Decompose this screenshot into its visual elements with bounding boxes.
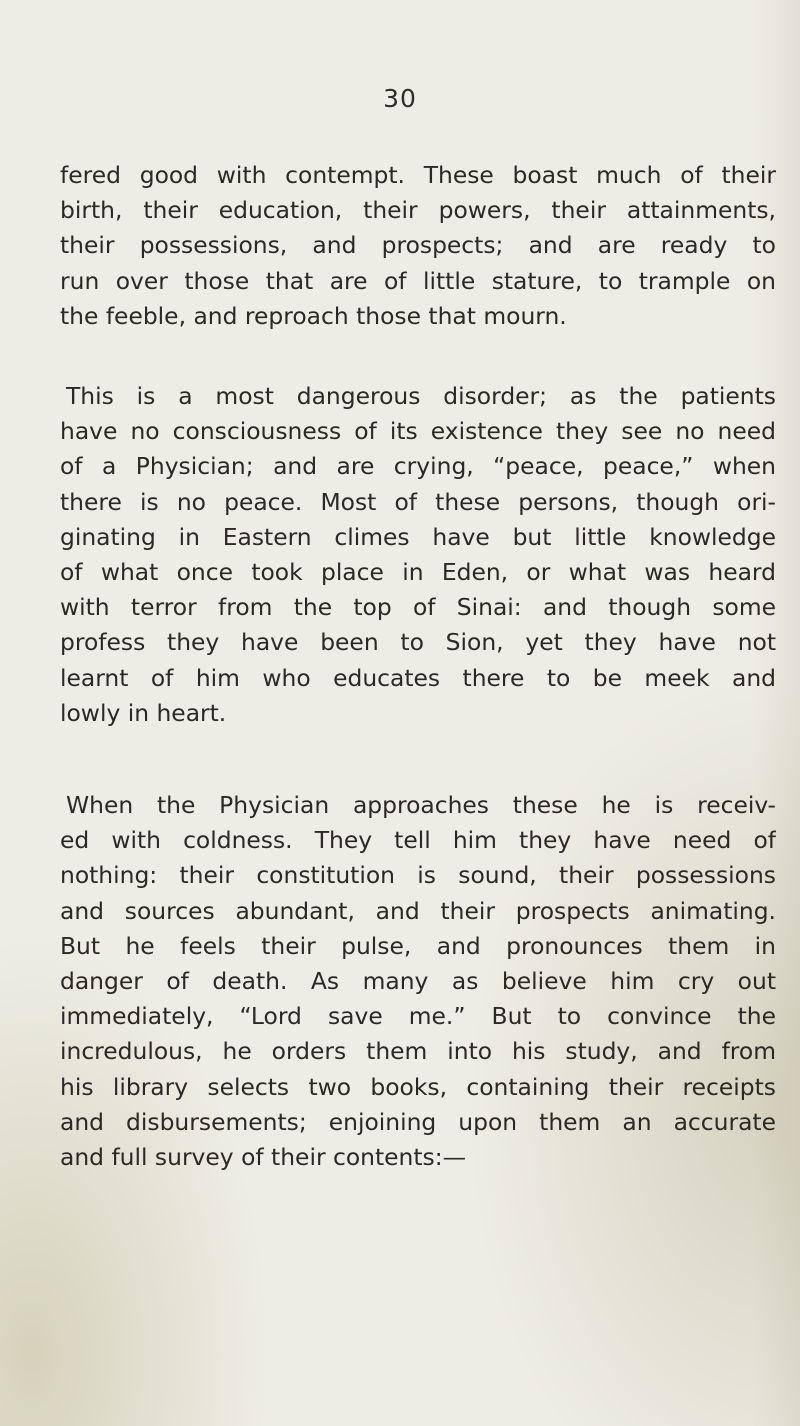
paragraph-3 [60, 788, 776, 1175]
text-line: the feeble, and reproach those that mourn. [60, 301, 567, 330]
text-line: run over those that are of little stature, to trample on [60, 266, 776, 295]
text-line: and sources abundant, and their prospects animating. [60, 896, 776, 925]
text-line: danger of death. As many as believe him cry out [60, 967, 776, 996]
text-line: immediately, “Lord save me.” But to convince the [60, 1002, 776, 1031]
paragraph-1 [60, 158, 776, 334]
text-line: with terror from the top of Sinai: and though some [60, 593, 776, 622]
text-line: lowly in heart. [60, 698, 227, 727]
text-line: have no consciousness of its existence they see no need [60, 417, 776, 446]
text-line: When the Physician approaches these he is receiv- [66, 791, 776, 819]
text-line: This is a most dangerous disorder; as the patients [66, 382, 776, 410]
text-line: his library selects two books, containing their receipts [60, 1072, 776, 1101]
text-line: But he feels their pulse, and pronounces them in [60, 931, 776, 960]
text-line: ed with coldness. They tell him they have need of [60, 826, 776, 855]
text-line: of what once took place in Eden, or what was heard [60, 558, 776, 587]
text-line: incredulous, he orders them into his study, and from [60, 1037, 776, 1066]
text-line: fered good with contempt. These boast much of their [60, 161, 776, 189]
text-line: and full survey of their contents:— [60, 1143, 467, 1172]
text-line: ginating in Eastern climes have but little knowledge [60, 522, 776, 551]
text-line: profess they have been to Sion, yet they have not [60, 628, 776, 657]
text-line: of a Physician; and are crying, “peace, peace,” when [60, 452, 776, 481]
text-line: there is no peace. Most of these persons, though ori- [60, 487, 776, 516]
paragraph-2 [60, 379, 776, 731]
text-line: learnt of him who educates there to be meek and [60, 663, 776, 692]
text-line: nothing: their constitution is sound, their possessions [60, 861, 776, 890]
text-line: and disbursements; enjoining upon them an accurate [60, 1107, 776, 1136]
text-line: their possessions, and prospects; and are ready to [60, 231, 776, 260]
text-line: birth, their education, their powers, their attainments, [60, 196, 776, 225]
page-number: 30 [383, 84, 417, 113]
